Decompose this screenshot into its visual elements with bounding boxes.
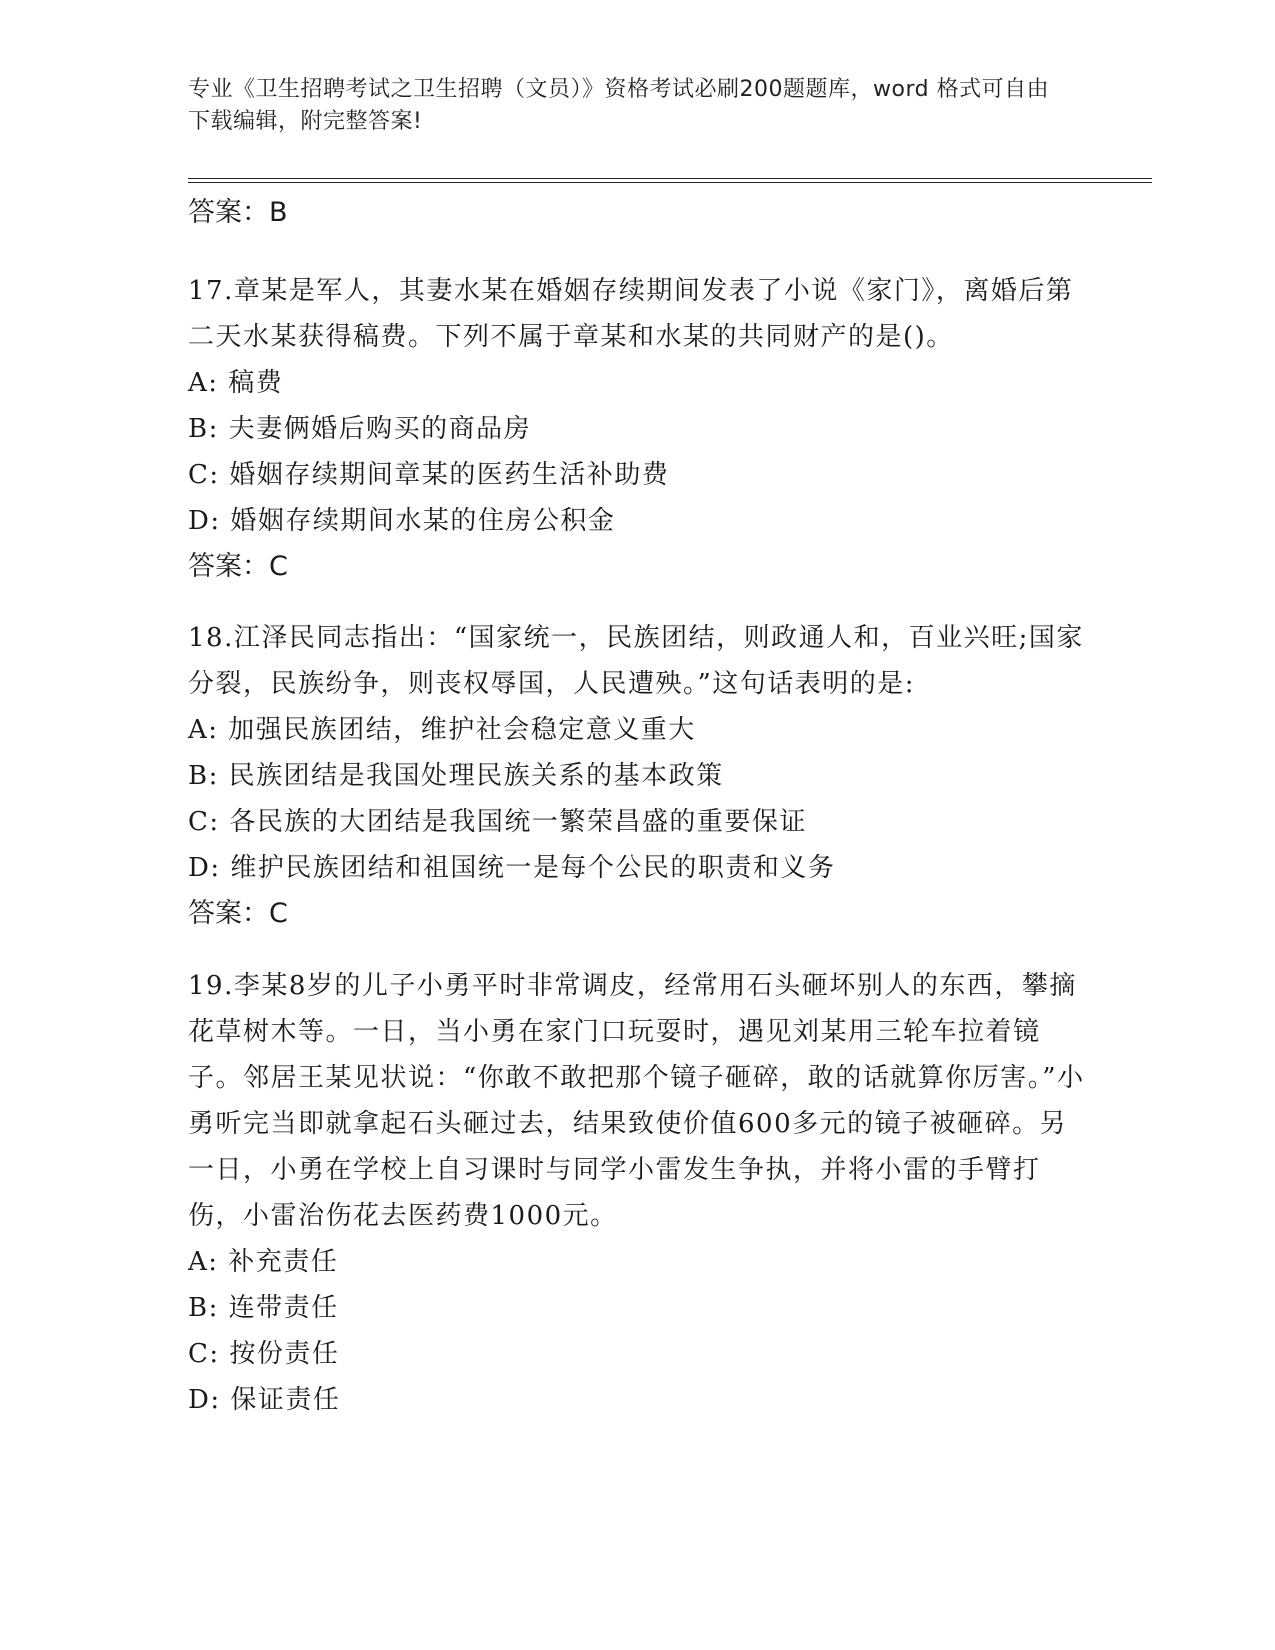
option-a: A: 稿费 bbox=[188, 368, 284, 398]
question-stem: 18.江泽民同志指出：“国家统一，民族团结，则政通人和，百业兴旺;国家分裂，民族纷争，则丧权辱国，人民遭殃。”这句话表明的是: bbox=[188, 623, 1084, 699]
question-stem: 17.章某是军人，其妻水某在婚姻存续期间发表了小说《家门》，离婚后第二天水某获得稿费。下列不属于章某和水某的共同财产的是()。 bbox=[188, 276, 1074, 352]
option-a: A: 加强民族团结，维护社会稳定意义重大 bbox=[188, 715, 696, 745]
option-c: C: 各民族的大团结是我国统一繁荣昌盛的重要保证 bbox=[188, 807, 807, 837]
option-a: A: 补充责任 bbox=[188, 1247, 339, 1277]
option-d: D: 婚姻存续期间水某的住房公积金 bbox=[188, 506, 616, 536]
option-d: D: 维护民族团结和祖国统一是每个公民的职责和义务 bbox=[188, 853, 836, 883]
header-divider bbox=[188, 178, 1152, 179]
option-c: C: 按份责任 bbox=[188, 1339, 340, 1369]
answer-line: 答案：C bbox=[188, 898, 288, 929]
question-18 bbox=[188, 615, 1088, 937]
question-17 bbox=[188, 268, 1088, 590]
document-header: 专业《卫生招聘考试之卫生招聘（文员）》资格考试必刷200题题库，word 格式可自由下载编辑，附完整答案! bbox=[188, 77, 1050, 134]
option-d: D: 保证责任 bbox=[188, 1385, 341, 1415]
header-divider bbox=[188, 182, 1152, 183]
question-19 bbox=[188, 963, 1088, 1423]
previous-answer bbox=[188, 190, 1088, 236]
option-b: B: 连带责任 bbox=[188, 1293, 339, 1323]
answer-line: 答案：C bbox=[188, 551, 288, 582]
option-b: B: 民族团结是我国处理民族关系的基本政策 bbox=[188, 761, 724, 791]
option-b: B: 夫妻俩婚后购买的商品房 bbox=[188, 414, 532, 444]
answer-line: 答案：B bbox=[188, 197, 288, 228]
option-c: C: 婚姻存续期间章某的医药生活补助费 bbox=[188, 460, 670, 490]
question-stem: 19.李某8岁的儿子小勇平时非常调皮，经常用石头砸坏别人的东西，攀摘花草树木等。一日，当小勇在家门口玩耍时，遇见刘某用三轮车拉着镜子。邻居王某见状说：“你敢不敢把那个镜子砸碎，敢的话就算你厉害。”小勇听完当即就拿起石头砸过去，结果致使价值600多元的镜子被砸碎。另一日，小勇在学校上自习课时与同学小雷发生争执，并将小雷的手臂打伤，小雷治伤花去医药费1000元。 bbox=[188, 971, 1085, 1231]
